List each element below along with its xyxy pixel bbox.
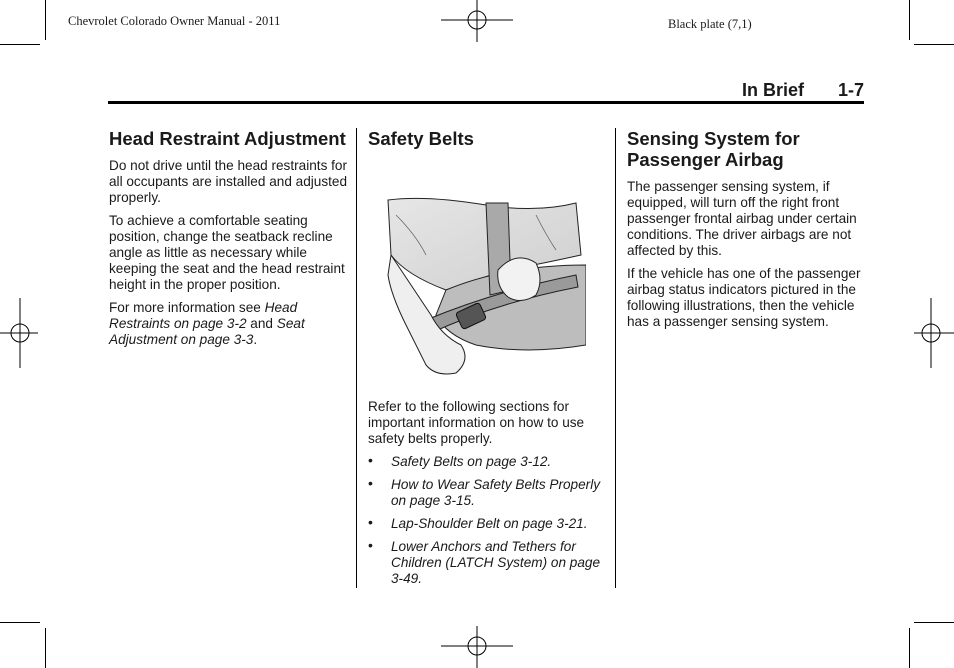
- bullet: •: [368, 514, 373, 530]
- paragraph: The passenger sensing system, if equipped, will turn off the right front passenger frontal airbag under certain conditions. The driver airbags are not affected by this.: [627, 179, 857, 258]
- safety-belt-illustration: [386, 195, 586, 380]
- registration-mark-right: [912, 296, 954, 370]
- registration-mark-left: [0, 296, 40, 370]
- column-divider: [615, 128, 616, 588]
- list-item[interactable]: [368, 539, 608, 587]
- heading-passenger-airbag: Sensing System for Passenger Airbag: [627, 128, 800, 170]
- heading-safety-belts: Safety Belts: [368, 128, 474, 149]
- header-rule: [108, 101, 864, 104]
- heading-head-restraint: Head Restraint Adjustment: [109, 128, 346, 149]
- bullet: •: [368, 475, 373, 491]
- text: and: [246, 316, 277, 331]
- registration-mark-bottom: [438, 624, 516, 668]
- cross-reference-link[interactable]: How to Wear Safety Belts Properly on page 3-15.: [391, 477, 601, 508]
- cross-reference-list: [368, 454, 608, 587]
- section-title: In Brief: [741, 80, 804, 100]
- cross-reference-link[interactable]: Seat Adjustment on page 3-3: [109, 316, 305, 347]
- column-divider: [356, 128, 357, 588]
- paragraph: If the vehicle has one of the passenger airbag status indicators pictured in the following illustrations, then the vehicle has a passenger sensing system.: [627, 266, 861, 329]
- page-number: 1-7: [837, 80, 864, 100]
- cross-reference-link[interactable]: Lap-Shoulder Belt on page 3-21.: [391, 516, 588, 531]
- cross-reference-link[interactable]: Safety Belts on page 3-12.: [391, 454, 552, 469]
- column-passenger-airbag: [627, 128, 867, 337]
- text: .: [253, 332, 258, 347]
- paragraph: Do not drive until the head restraints for all occupants are installed and adjusted properly.: [109, 158, 348, 205]
- text: For more information see: [109, 300, 265, 315]
- registration-mark-top: [438, 0, 516, 44]
- bullet: •: [368, 452, 373, 468]
- column-head-restraint: [109, 128, 349, 355]
- paragraph: Refer to the following sections for important information on how to use safety belts properly.: [368, 399, 585, 446]
- list-item[interactable]: [368, 516, 608, 532]
- paragraph: To achieve a comfortable seating position, change the seatback recline angle as little as necessary while keeping the seat and the head restraint height in the proper position.: [109, 213, 345, 292]
- bullet: •: [368, 537, 373, 553]
- list-item[interactable]: [368, 454, 608, 470]
- cross-reference-link[interactable]: Lower Anchors and Tethers for Children (LATCH System) on page 3-49.: [391, 539, 601, 586]
- cross-reference-link[interactable]: Head Restraints on page 3-2: [109, 300, 298, 331]
- column-safety-belts: [368, 128, 608, 594]
- print-header-right: Black plate (7,1): [668, 17, 752, 31]
- print-header-left: Chevrolet Colorado Owner Manual - 2011: [68, 14, 281, 28]
- paragraph: [109, 300, 349, 348]
- running-head: [108, 80, 864, 102]
- list-item[interactable]: [368, 477, 608, 509]
